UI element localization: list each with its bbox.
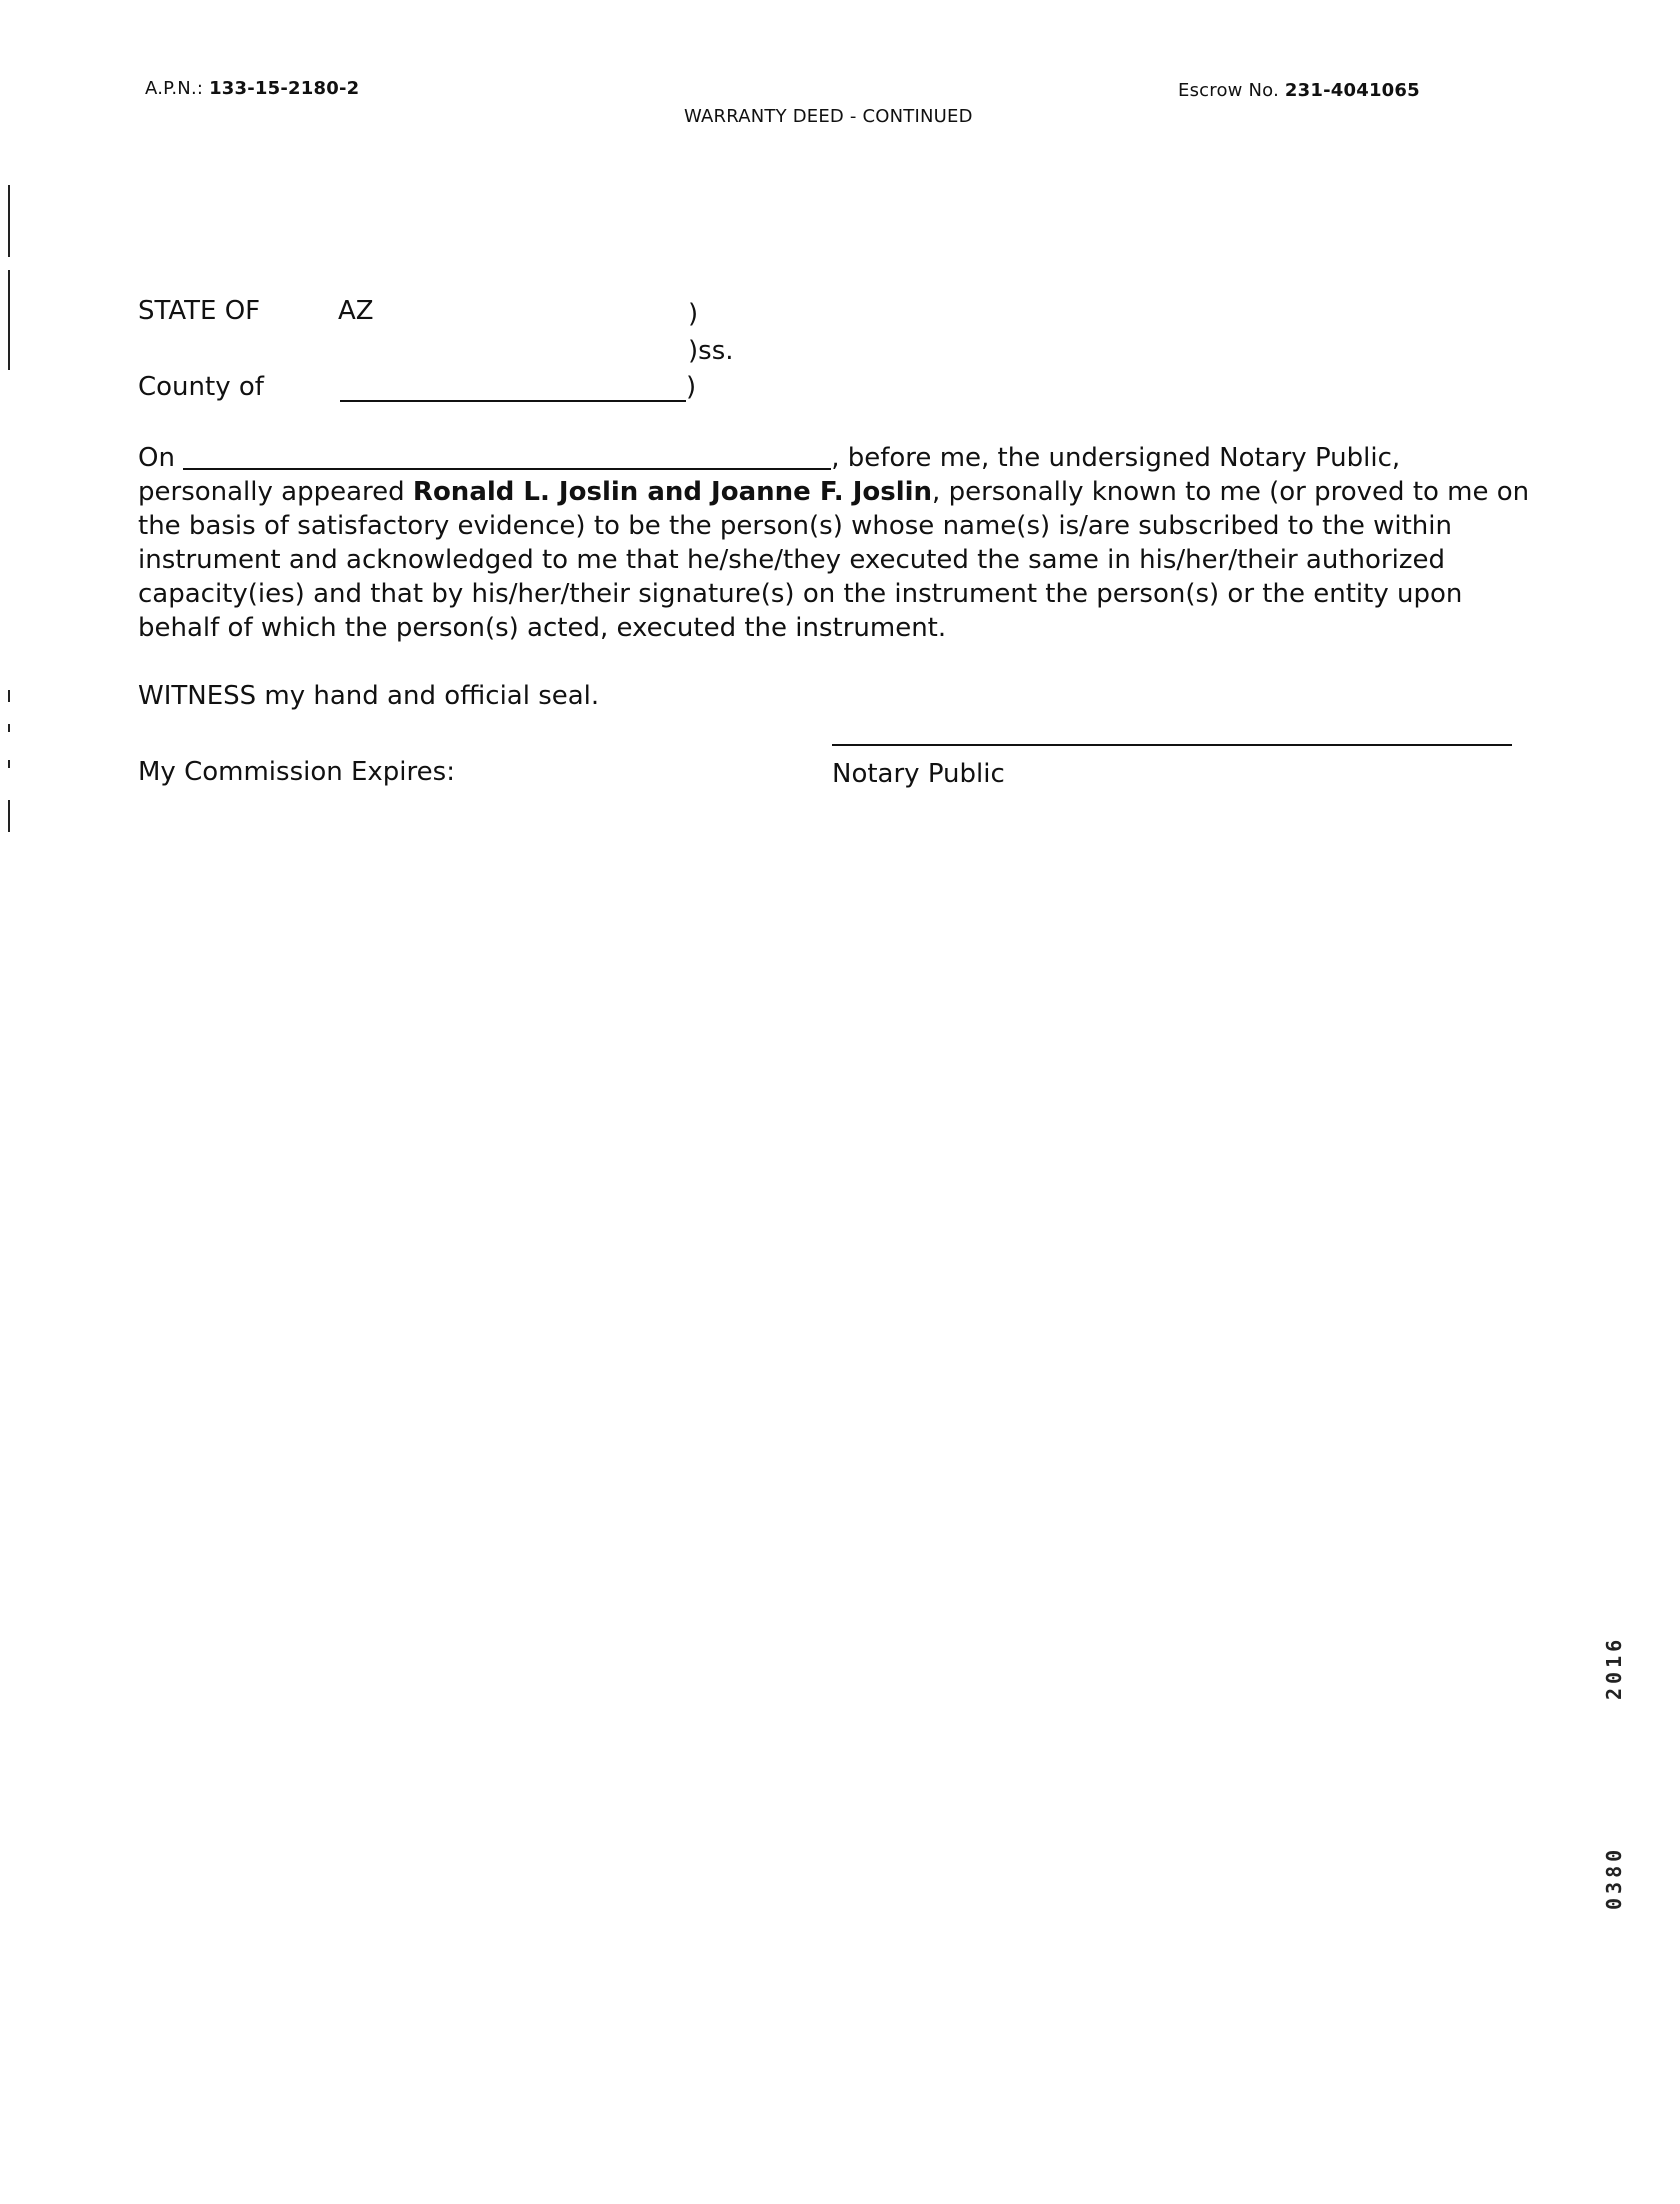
escrow-value: 231-4041065 [1284,80,1420,101]
venue-ss: )ss. [688,336,734,366]
notary-signature-line[interactable] [832,744,1512,746]
margin-mark [8,270,10,370]
apn [145,78,359,99]
document-title: WARRANTY DEED - CONTINUED [684,106,973,127]
notary-public-label: Notary Public [832,759,1005,789]
appeared-text: appeared [281,477,405,507]
on-label: On [138,443,175,473]
margin-mark [8,185,10,257]
margin-mark [8,800,10,832]
margin-mark [8,760,10,768]
county-blank-line[interactable] [340,400,686,402]
apn-label: A.P.N.: [145,78,204,99]
signer-names: Ronald L. Joslin and Joanne F. Joslin [412,477,933,507]
acknowledgment-paragraph [138,441,1538,645]
recording-stamp-upper: 2016 [1602,1635,1626,1700]
escrow-number [1178,80,1420,101]
witness-statement: WITNESS my hand and official seal. [138,681,600,711]
escrow-label: Escrow No. [1178,80,1279,101]
state-label: STATE OF [138,296,261,326]
margin-mark [8,724,10,732]
after-blank-text: , before me, the undersigned Notary Public, personally [138,443,1401,507]
date-blank-line[interactable] [183,442,831,470]
acknowledgment-rest: , personally known to me (or proved to me on the basis of satisfactory evidence) to be the person(s) whose name(s) is/are subscribed to the within instrument and acknowledged to me that he/she/they executed the same in his/her/their authorized capacity(ies) and that by his/her/their signature(s) on the instrument the person(s) or the entity upon behalf of which the person(s) acted, executed the instrument. [138,477,1530,643]
commission-expires-label: My Commission Expires: [138,757,455,787]
state-value: AZ [338,296,374,326]
venue-paren-bottom: ) [686,372,697,402]
apn-value: 133-15-2180-2 [209,78,360,99]
margin-mark [8,690,10,702]
venue-paren-top: ) [688,299,699,329]
recording-stamp-lower: 0380 [1602,1845,1626,1910]
county-label: County of [138,372,264,402]
